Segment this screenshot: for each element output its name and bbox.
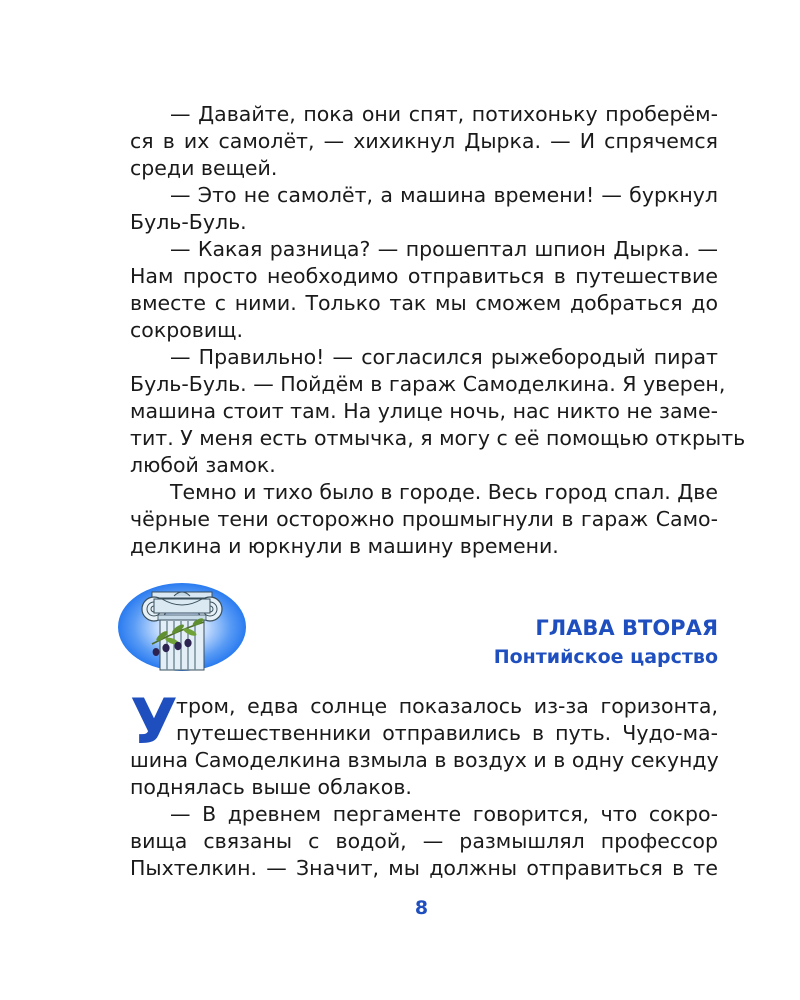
text-line: машина стоит там. На улице ночь, нас никто не заме-: [130, 399, 718, 423]
text-line: Буль-Буль. — Пойдём в гараж Самоделкина. Я уверен,: [130, 372, 726, 396]
text-line: путешественники отправились в путь. Чудо-ма-: [176, 721, 718, 745]
text-line: любой замок.: [130, 453, 276, 477]
text-line: среди вещей.: [130, 156, 278, 180]
text-line: ся в их самолёт, — хихикнул Дырка. — И спрячемся: [130, 129, 718, 153]
drop-cap: У: [130, 685, 178, 758]
text-line: сокровищ.: [130, 318, 243, 342]
text-line: Пыхтелкин. — Значит, мы должны отправиться в те: [130, 856, 718, 880]
text-line: Темно и тихо было в городе. Весь город спал. Две: [170, 480, 718, 504]
chapter-heading: [494, 614, 718, 672]
chapter-title: ГЛАВА ВТОРАЯ: [535, 616, 718, 640]
text-line: вместе с ними. Только так мы сможем добраться до: [130, 291, 718, 315]
text-line: шина Самоделкина взмыла в воздух и в одну секунду: [130, 748, 719, 772]
text-line: поднялась выше облаков.: [130, 775, 412, 799]
text-line: — Это не самолёт, а машина времени! — буркнул: [170, 183, 718, 207]
text-line: тит. У меня есть отмычка, я могу с её помощью открыть: [130, 426, 746, 450]
text-line: — В древнем пергаменте говорится, что сокро-: [170, 802, 718, 826]
text-line: чёрные тени осторожно прошмыгнули в гараж Само-: [130, 507, 718, 531]
text-line: тром, едва солнце показалось из-за горизонта,: [176, 694, 718, 718]
body-text-bottom: [130, 685, 719, 882]
ionic-column-with-olive-branch-icon: [118, 582, 246, 672]
page-number: 8: [414, 897, 429, 919]
body-text-top: [130, 101, 746, 560]
chapter-subtitle: Понтийское царство: [493, 646, 718, 668]
text-line: — Правильно! — согласился рыжебородый пират: [170, 345, 718, 369]
text-line: — Какая разница? — прошептал шпион Дырка. —: [170, 237, 718, 261]
text-line: Буль-Буль.: [130, 210, 247, 234]
text-line: Нам просто необходимо отправиться в путешествие: [130, 264, 718, 288]
text-line: — Давайте, пока они спят, потихоньку проберём-: [170, 102, 718, 126]
text-line: вища связаны с водой, — размышлял профессор: [130, 829, 718, 853]
text-line: делкина и юркнули в машину времени.: [130, 534, 559, 558]
